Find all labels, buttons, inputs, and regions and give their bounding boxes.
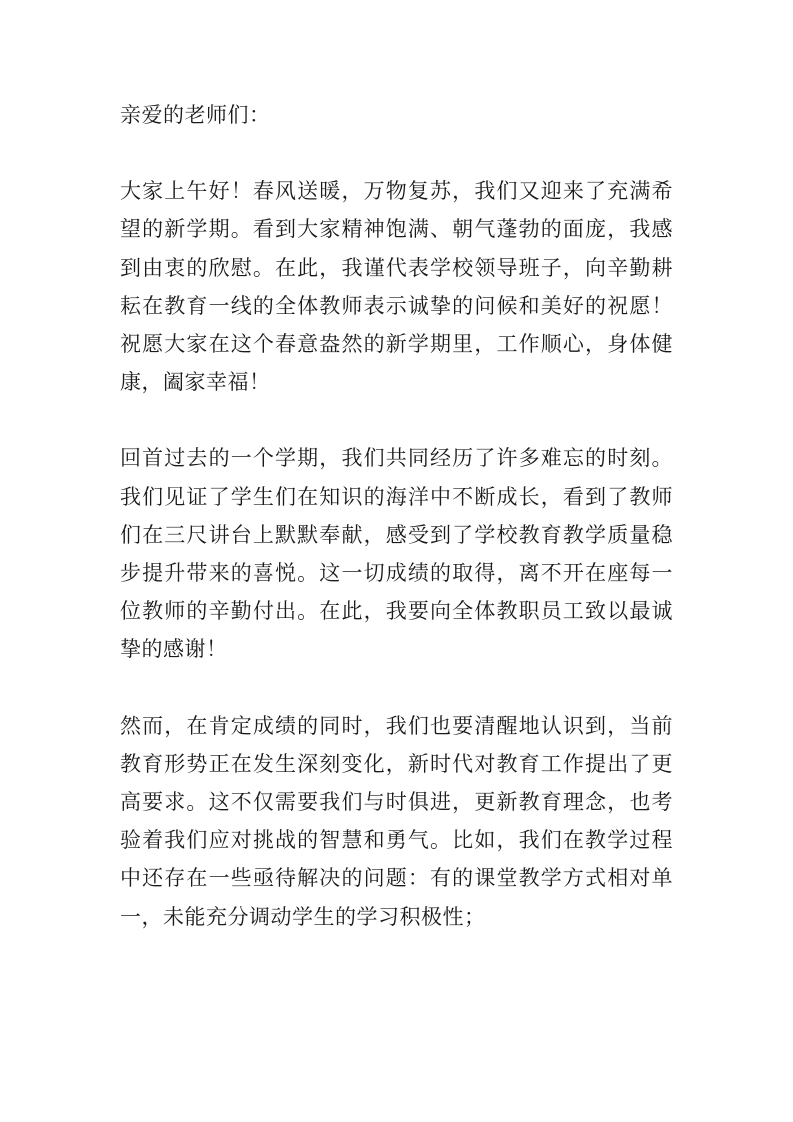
document-page	[120, 96, 673, 974]
paragraph-greetings: 大家上午好！春风送暖，万物复苏，我们又迎来了充满希望的新学期。看到大家精神饱满、朝气蓬勃的面庞，我感到由衷的欣慰。在此，我谨代表学校领导班子，向辛勤耕耘在教育一线的全体教师表示诚挚的问候和美好的祝愿！祝愿大家在这个春意盎然的新学期里，工作顺心，身体健康，阖家幸福！	[120, 179, 673, 395]
paragraph-review: 回首过去的一个学期，我们共同经历了许多难忘的时刻。我们见证了学生们在知识的海洋中不断成长，看到了教师们在三尺讲台上默默奉献，感受到了学校教育教学质量稳步提升带来的喜悦。这一切成绩的取得，离不开在座每一位教师的辛勤付出。在此，我要向全体教职员工致以最诚挚的感谢！	[120, 446, 673, 662]
paragraph-challenges: 然而，在肯定成绩的同时，我们也要清醒地认识到，当前教育形势正在发生深刻变化，新时代对教育工作提出了更高要求。这不仅需要我们与时俱进，更新教育理念，也考验着我们应对挑战的智慧和勇气。比如，我们在教学过程中还存在一些亟待解决的问题：有的课堂教学方式相对单一，未能充分调动学生的学习积极性；	[120, 713, 673, 929]
salutation: 亲爱的老师们：	[120, 103, 271, 127]
